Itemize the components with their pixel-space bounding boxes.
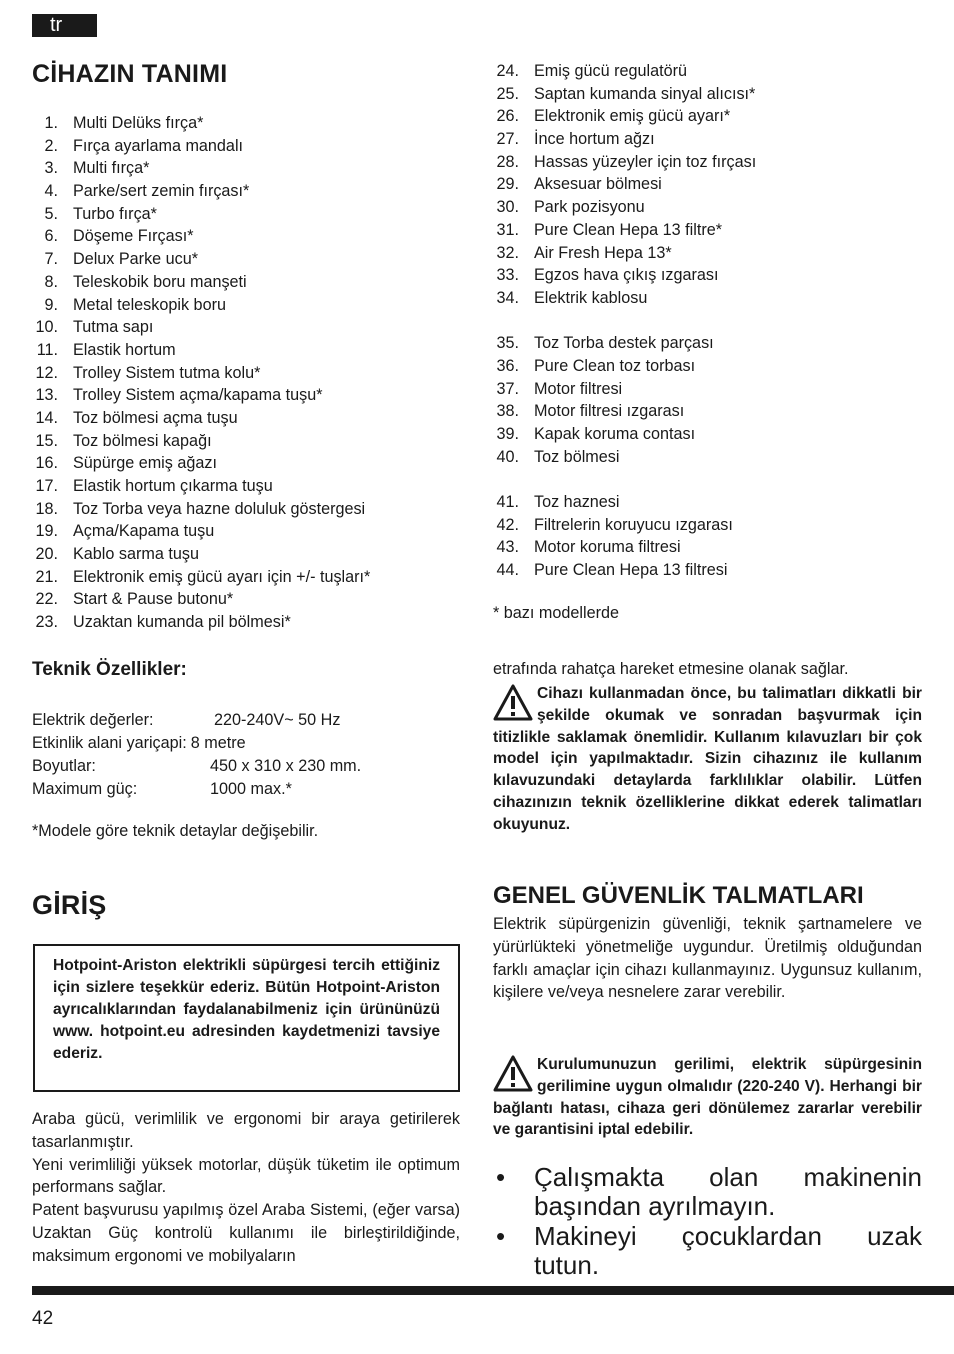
part-label: Parke/sert zemin fırçası*: [73, 182, 250, 201]
part-label: Start & Pause butonu*: [73, 590, 234, 609]
bullet-icon: •: [496, 1162, 506, 1192]
part-item: [32, 339, 370, 362]
part-number: 40.: [496, 447, 519, 466]
part-item: [493, 173, 756, 196]
part-label: Egzos hava çıkış ızgarası: [534, 266, 719, 285]
part-number: 38.: [496, 402, 519, 421]
part-number: 28.: [496, 152, 519, 171]
spec-value: 450 x 310 x 230 mm.: [210, 757, 362, 775]
specs-note: *Modele göre teknik detaylar değişebilir.: [32, 822, 319, 840]
part-number: 18.: [35, 499, 58, 518]
bullet-item: [492, 1163, 922, 1221]
warning-text: Kurulumunuzun gerilimi, elektrik süpürgesinin gerilimine uygun olmalıdır (220-240 V). Herhangi bir bağlantı hatası, cihaza geri dönülemez zararlar verebilir ve garantisini iptal edebilir.: [493, 1056, 922, 1139]
part-item: [32, 112, 370, 135]
part-label: Kablo sarma tuşu: [73, 545, 199, 564]
part-item: [32, 498, 370, 521]
spec-label: Etkinlik alani yariçapi:: [32, 734, 187, 752]
part-label: Elastik hortum: [73, 340, 176, 359]
warning-icon: [493, 683, 533, 723]
part-item: [32, 384, 370, 407]
parts-list-right: [493, 60, 756, 582]
part-number: 41.: [496, 493, 519, 512]
part-item: [493, 332, 756, 355]
part-label: Filtrelerin koruyucu ızgarası: [534, 515, 733, 534]
part-item: [32, 225, 370, 248]
part-number: 1.: [44, 114, 58, 132]
part-number: 30.: [496, 198, 519, 217]
language-tab: tr: [32, 14, 97, 37]
part-number: 32.: [496, 243, 519, 262]
intro-continued: etrafında rahatça hareket etmesine olanak sağlar.: [493, 660, 849, 678]
spec-row: [32, 709, 341, 732]
safety-title: GENEL GÜVENLİK TALMATLARI: [493, 882, 864, 909]
part-item: [493, 151, 756, 174]
part-label: Toz Torba veya hazne doluluk göstergesi: [73, 499, 366, 518]
part-item: [493, 60, 756, 83]
part-label: Metal teleskopik boru: [73, 295, 226, 314]
part-item: [32, 362, 370, 385]
part-label: Elektronik emiş gücü ayarı için +/- tuşları*: [73, 567, 371, 586]
part-number: 22.: [35, 590, 58, 609]
spec-value: 1000 max.*: [210, 780, 292, 798]
intro-text: [32, 1108, 460, 1268]
part-item: [493, 264, 756, 287]
part-item: [32, 588, 370, 611]
part-number: 5.: [44, 204, 58, 223]
part-label: Emiş gücü regulatörü: [534, 62, 687, 80]
spec-label: Maximum güç:: [32, 780, 138, 798]
part-label: Hassas yüzeyler için toz fırçası: [534, 152, 757, 171]
intro-paragraph: Araba gücü, verimlilik ve ergonomi bir araya getirilerek tasarlanmıştır.: [32, 1110, 460, 1151]
part-number: 23.: [35, 613, 58, 632]
warning-read-instructions: [493, 683, 922, 836]
intro-title: GİRİŞ: [32, 890, 107, 920]
part-number: 11.: [36, 340, 58, 359]
part-item: [493, 196, 756, 219]
part-label: Delux Parke ucu*: [73, 250, 199, 269]
part-label: Motor filtresi ızgarası: [534, 402, 685, 421]
part-number: 20.: [35, 545, 58, 564]
part-item: [32, 135, 370, 158]
warning-text: Cihazı kullanmadan önce, bu talimatları dikkatli bir şekilde okumak ve sonradan başvurmak için titizlikle saklamak önemlidir. Kullanım kılavuzları bir çok model için yapılmaktadır. Sizin cihazınız ile kullanım kılavuzundaki detaylarda farklılıklar olabilir. Lütfen cihazınızın teknik özelliklerine dikkat ederek talimatları okuyunuz.: [493, 685, 922, 833]
part-number: 43.: [496, 538, 519, 557]
safety-text: Elektrik süpürgenizin güvenliği, teknik şartnamelere ve yürürlükteki yönetmeliğe uygundur. Üretilmiş olduğundan farklı amaçlar için cihazı kullanmayınız. Uygunsuz kullanım, kişilere ve/veya nesnelere zarar verebilir.: [493, 915, 922, 1002]
part-item: [32, 203, 370, 226]
bullet-text: tutun.: [534, 1250, 600, 1280]
part-label: Multi fırça*: [73, 159, 150, 178]
part-item: [493, 242, 756, 265]
part-item: [493, 287, 756, 310]
part-number: 21.: [35, 567, 58, 586]
specs-title: Teknik Özellikler:: [32, 659, 187, 680]
part-label: Fırça ayarlama mandalı: [73, 136, 244, 155]
part-item: [32, 407, 370, 430]
part-label: Pure Clean Hepa 13 filtre*: [534, 220, 723, 239]
part-label: Pure Clean toz torbası: [534, 356, 696, 375]
part-item: [32, 543, 370, 566]
part-item: [493, 105, 756, 128]
part-number: 29.: [496, 175, 519, 194]
part-label: Motor koruma filtresi: [534, 538, 681, 557]
part-number: 4.: [44, 182, 58, 201]
part-number: 8.: [44, 272, 58, 291]
part-item: [493, 559, 756, 582]
part-number: 27.: [496, 130, 519, 149]
part-number: 25.: [496, 84, 519, 103]
part-label: Aksesuar bölmesi: [534, 175, 662, 194]
part-label: Toz bölmesi kapağı: [73, 431, 212, 450]
part-item: [493, 536, 756, 559]
intro-paragraph: Patent başvurusu yapılmış özel Araba Sistemi, (eğer varsa) Uzaktan Güç kontrolü kullanımı ile birleştirildiğinde, maksimum ergonomi ve mobilyaların: [32, 1201, 460, 1265]
part-label: Turbo fırça*: [73, 204, 157, 223]
part-item: [32, 520, 370, 543]
part-number: 24.: [496, 62, 519, 80]
part-number: 19.: [35, 522, 58, 541]
part-item: [32, 611, 370, 634]
part-item: [32, 316, 370, 339]
part-number: 14.: [35, 408, 58, 427]
part-item: [32, 271, 370, 294]
part-number: 7.: [44, 250, 58, 269]
safety-bullets: [492, 1163, 922, 1281]
part-item: [32, 566, 370, 589]
part-label: Açma/Kapama tuşu: [73, 522, 215, 541]
part-number: 26.: [496, 107, 519, 126]
part-number: 16.: [35, 454, 58, 473]
part-number: 35.: [496, 334, 519, 353]
spec-row: [32, 732, 246, 755]
part-number: 3.: [44, 159, 58, 178]
part-label: Trolley Sistem açma/kapama tuşu*: [73, 386, 323, 405]
part-label: Tutma sapı: [73, 318, 154, 337]
part-number: 42.: [496, 515, 519, 534]
part-number: 17.: [35, 477, 58, 495]
bullet-text: Makineyi çocuklardan uzak: [534, 1221, 922, 1251]
part-number: 15.: [35, 431, 58, 450]
spec-value: 8 metre: [190, 734, 246, 752]
part-number: 31.: [496, 220, 519, 239]
part-item: [493, 491, 756, 514]
part-number: 33.: [496, 266, 519, 285]
part-label: Saptan kumanda sinyal alıcısı*: [534, 84, 756, 103]
part-label: Süpürge emiş ağazı: [73, 454, 217, 473]
specs-table: [32, 709, 362, 801]
warning-icon: [493, 1054, 533, 1094]
part-number: 39.: [496, 425, 519, 443]
part-label: Toz Torba destek parçası: [534, 334, 714, 353]
part-label: Uzaktan kumanda pil bölmesi*: [73, 613, 291, 632]
part-item: [32, 248, 370, 271]
warning-voltage: [493, 1054, 922, 1141]
spec-label: Boyutlar:: [32, 757, 96, 775]
part-number: 13.: [35, 386, 58, 405]
bullet-item: [492, 1222, 922, 1280]
part-label: Trolley Sistem tutma kolu*: [73, 363, 261, 382]
bullet-text: Çalışmakta olan makinenin: [534, 1162, 922, 1192]
part-number: 9.: [44, 295, 58, 314]
part-label: Park pozisyonu: [534, 198, 645, 217]
intro-box: Hotpoint-Ariston elektrikli süpürgesi tercih ettiğiniz için sizlere teşekkür ederiz. Bütün Hotpoint-Ariston ayrıcalıklarından faydalanabilmeniz için ürününüzü www. hotpoint.eu adresinden kaydetmenizi tavsiye ederiz.: [33, 944, 460, 1092]
part-item: [493, 514, 756, 537]
part-item: [493, 400, 756, 423]
spec-value: 220-240V~ 50 Hz: [214, 711, 341, 729]
models-footnote: * bazı modellerde: [493, 604, 619, 622]
part-item: [32, 475, 370, 498]
part-label: Teleskobik boru manşeti: [73, 272, 247, 291]
part-number: 34.: [496, 288, 519, 307]
part-label: Elektronik emiş gücü ayarı*: [534, 107, 731, 126]
part-item: [493, 83, 756, 106]
part-item: [32, 294, 370, 317]
part-item: [32, 430, 370, 453]
part-label: Multi Delüks fırça*: [73, 114, 204, 132]
part-item: [493, 423, 756, 446]
part-label: Motor filtresi: [534, 379, 623, 398]
part-number: 36.: [496, 356, 519, 375]
part-label: Elastik hortum çıkarma tuşu: [73, 477, 273, 495]
part-label: Kapak koruma contası: [534, 425, 696, 443]
part-number: 37.: [496, 379, 519, 398]
spec-row: [32, 755, 362, 778]
part-label: Döşeme Fırçası*: [73, 227, 194, 246]
part-label: Toz bölmesi: [534, 447, 620, 466]
bullet-text: başından ayrılmayın.: [534, 1191, 776, 1221]
bullet-icon: •: [496, 1221, 506, 1251]
part-number: 10.: [35, 318, 58, 337]
intro-paragraph: Yeni verimliliği yüksek motorlar, düşük tüketim ile optimum performans sağlar.: [32, 1155, 460, 1197]
page-number: 42: [32, 1308, 54, 1329]
spec-label: Elektrik değerler:: [32, 711, 154, 729]
part-item: [32, 180, 370, 203]
device-title: CİHAZIN TANIMI: [32, 60, 228, 88]
footer-rule: [32, 1286, 954, 1295]
part-item: [493, 355, 756, 378]
part-label: Toz bölmesi açma tuşu: [73, 408, 238, 427]
part-label: İnce hortum ağzı: [534, 130, 655, 149]
part-item: [493, 219, 756, 242]
part-label: Pure Clean Hepa 13 filtresi: [534, 561, 728, 580]
part-number: 6.: [44, 227, 58, 246]
part-number: 2.: [44, 136, 58, 155]
spec-row: [32, 778, 292, 801]
part-item: [493, 128, 756, 151]
part-label: Toz haznesi: [534, 493, 620, 512]
part-item: [32, 157, 370, 180]
part-label: Air Fresh Hepa 13*: [534, 243, 672, 262]
part-item: [493, 446, 756, 469]
part-number: 12.: [35, 363, 58, 382]
part-item: [32, 452, 370, 475]
part-label: Elektrik kablosu: [534, 288, 648, 307]
part-number: 44.: [496, 561, 519, 580]
part-item: [493, 378, 756, 401]
parts-list-left: [32, 112, 370, 634]
